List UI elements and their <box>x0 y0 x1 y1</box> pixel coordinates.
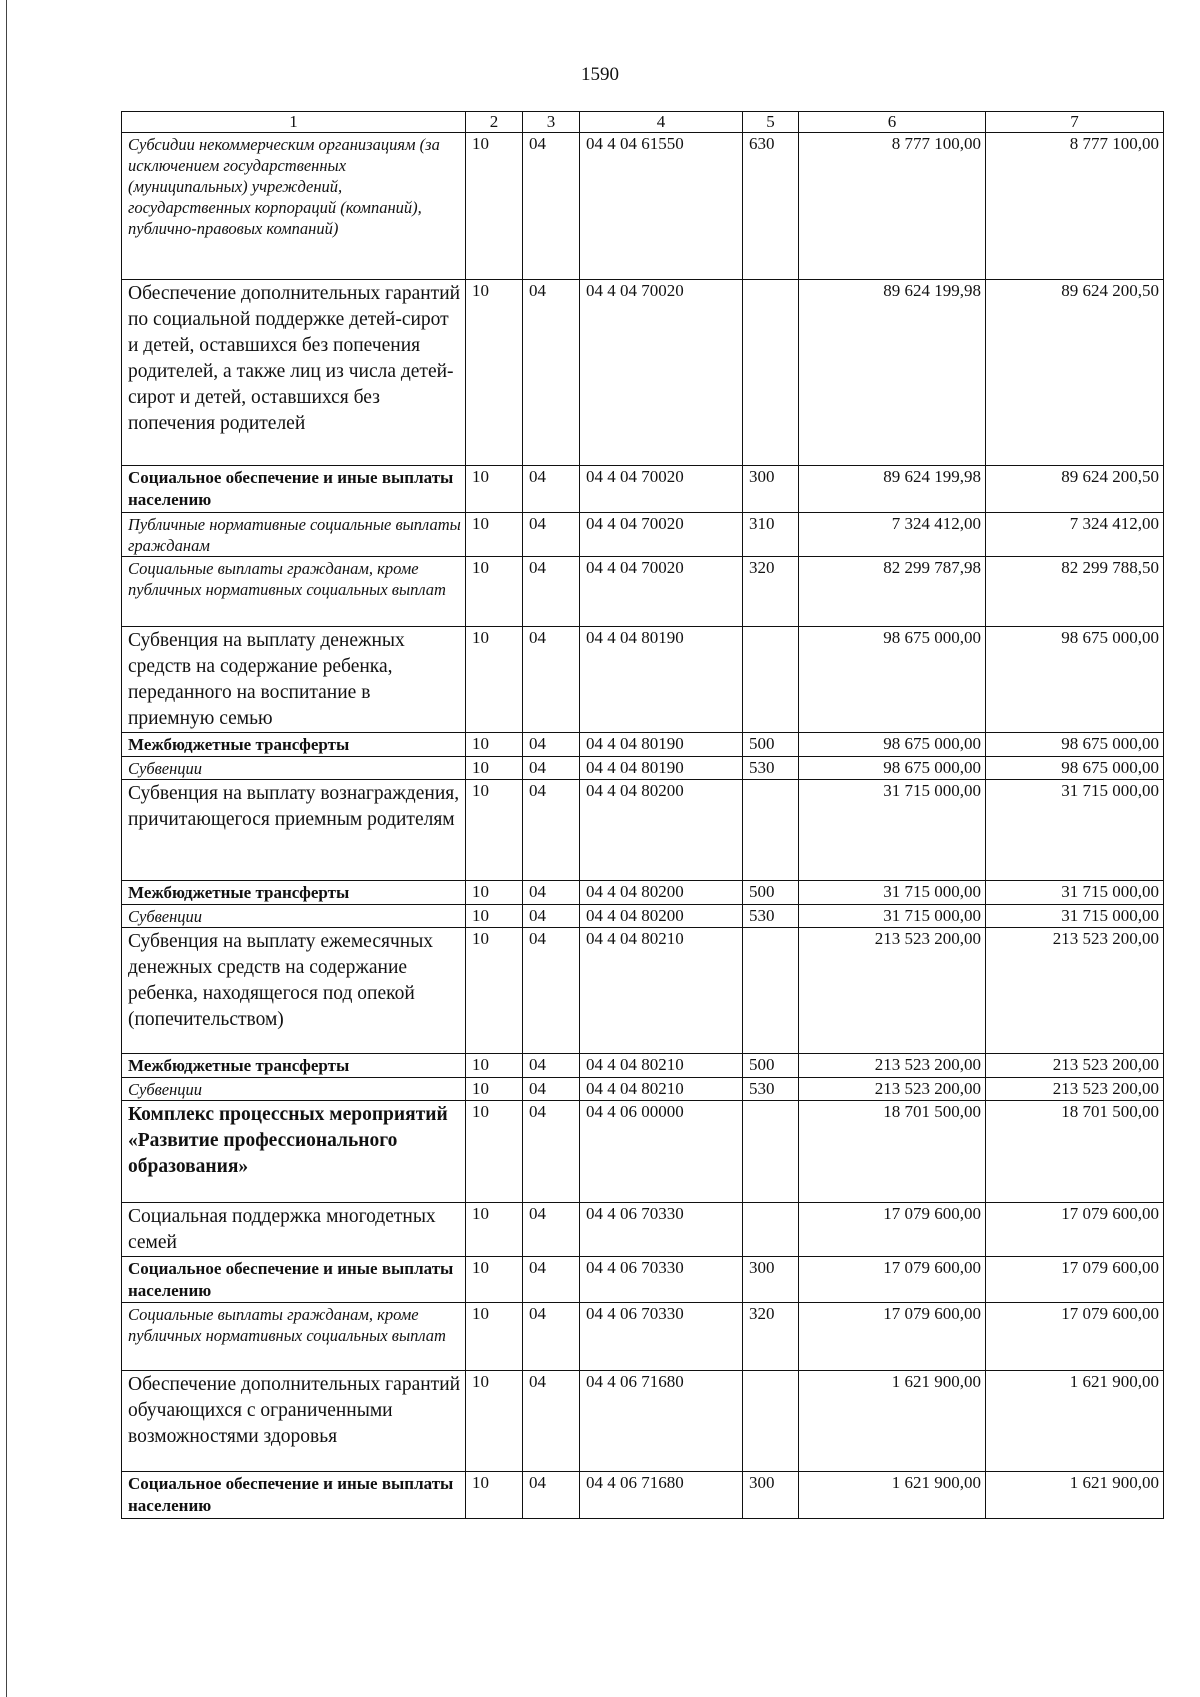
amount-year-1: 213 523 200,00 <box>799 1054 986 1078</box>
subsection-code: 04 <box>523 133 580 280</box>
table-row <box>122 881 1164 905</box>
section-code: 10 <box>466 1303 523 1371</box>
target-article-code: 04 4 06 70330 <box>580 1203 743 1257</box>
amount-year-1: 98 675 000,00 <box>799 757 986 780</box>
subsection-code: 04 <box>523 905 580 928</box>
expense-type-code: 530 <box>743 1078 799 1101</box>
expense-type-code: 300 <box>743 1472 799 1519</box>
amount-year-1: 1 621 900,00 <box>799 1472 986 1519</box>
amount-year-2: 213 523 200,00 <box>986 928 1164 1054</box>
amount-year-1: 213 523 200,00 <box>799 1078 986 1101</box>
section-code: 10 <box>466 1101 523 1203</box>
subsection-code: 04 <box>523 280 580 466</box>
amount-year-2: 17 079 600,00 <box>986 1203 1164 1257</box>
section-code: 10 <box>466 733 523 757</box>
table-row <box>122 1054 1164 1078</box>
amount-year-2: 1 621 900,00 <box>986 1371 1164 1472</box>
item-name: Комплекс процессных мероприятий «Развитие профессионального образования» <box>122 1101 466 1203</box>
item-name: Субвенция на выплату денежных средств на содержание ребенка, переданного на воспитание в приемную семью <box>122 627 466 733</box>
subsection-code: 04 <box>523 1203 580 1257</box>
section-code: 10 <box>466 1257 523 1303</box>
amount-year-1: 17 079 600,00 <box>799 1203 986 1257</box>
amount-year-2: 31 715 000,00 <box>986 780 1164 881</box>
amount-year-2: 8 777 100,00 <box>986 133 1164 280</box>
target-article-code: 04 4 06 70330 <box>580 1303 743 1371</box>
amount-year-2: 89 624 200,50 <box>986 280 1164 466</box>
section-code: 10 <box>466 513 523 557</box>
subsection-code: 04 <box>523 1303 580 1371</box>
expense-type-code <box>743 1371 799 1472</box>
table-row <box>122 513 1164 557</box>
column-header: 7 <box>986 112 1164 133</box>
item-name: Социальные выплаты гражданам, кроме публичных нормативных социальных выплат <box>122 557 466 627</box>
subsection-code: 04 <box>523 1371 580 1472</box>
subsection-code: 04 <box>523 627 580 733</box>
amount-year-2: 18 701 500,00 <box>986 1101 1164 1203</box>
amount-year-1: 7 324 412,00 <box>799 513 986 557</box>
table-row <box>122 280 1164 466</box>
amount-year-2: 7 324 412,00 <box>986 513 1164 557</box>
target-article-code: 04 4 04 80190 <box>580 733 743 757</box>
amount-year-2: 31 715 000,00 <box>986 881 1164 905</box>
amount-year-1: 1 621 900,00 <box>799 1371 986 1472</box>
target-article-code: 04 4 04 70020 <box>580 557 743 627</box>
amount-year-1: 17 079 600,00 <box>799 1257 986 1303</box>
amount-year-2: 98 675 000,00 <box>986 733 1164 757</box>
amount-year-1: 213 523 200,00 <box>799 928 986 1054</box>
section-code: 10 <box>466 1203 523 1257</box>
section-code: 10 <box>466 557 523 627</box>
target-article-code: 04 4 04 80190 <box>580 757 743 780</box>
subsection-code: 04 <box>523 1101 580 1203</box>
amount-year-2: 31 715 000,00 <box>986 905 1164 928</box>
target-article-code: 04 4 06 00000 <box>580 1101 743 1203</box>
column-header: 4 <box>580 112 743 133</box>
column-header: 3 <box>523 112 580 133</box>
expense-type-code: 320 <box>743 1303 799 1371</box>
amount-year-1: 89 624 199,98 <box>799 466 986 513</box>
expense-type-code <box>743 780 799 881</box>
column-header: 2 <box>466 112 523 133</box>
target-article-code: 04 4 04 80200 <box>580 881 743 905</box>
section-code: 10 <box>466 757 523 780</box>
amount-year-2: 213 523 200,00 <box>986 1078 1164 1101</box>
target-article-code: 04 4 04 70020 <box>580 513 743 557</box>
column-header: 5 <box>743 112 799 133</box>
amount-year-1: 89 624 199,98 <box>799 280 986 466</box>
target-article-code: 04 4 04 80210 <box>580 1054 743 1078</box>
table-row <box>122 1078 1164 1101</box>
item-name: Субвенция на выплату вознаграждения, причитающегося приемным родителям <box>122 780 466 881</box>
item-name: Межбюджетные трансферты <box>122 733 466 757</box>
item-name: Социальная поддержка многодетных семей <box>122 1203 466 1257</box>
item-name: Социальное обеспечение и иные выплаты населению <box>122 1472 466 1519</box>
expense-type-code <box>743 280 799 466</box>
section-code: 10 <box>466 627 523 733</box>
amount-year-2: 98 675 000,00 <box>986 627 1164 733</box>
target-article-code: 04 4 04 80210 <box>580 1078 743 1101</box>
expense-type-code: 300 <box>743 466 799 513</box>
expense-type-code <box>743 627 799 733</box>
item-name: Социальное обеспечение и иные выплаты населению <box>122 1257 466 1303</box>
table-row <box>122 1303 1164 1371</box>
target-article-code: 04 4 06 71680 <box>580 1371 743 1472</box>
column-header: 6 <box>799 112 986 133</box>
subsection-code: 04 <box>523 1472 580 1519</box>
table-row <box>122 1101 1164 1203</box>
amount-year-2: 17 079 600,00 <box>986 1257 1164 1303</box>
section-code: 10 <box>466 133 523 280</box>
expense-type-code <box>743 1101 799 1203</box>
target-article-code: 04 4 04 80210 <box>580 928 743 1054</box>
amount-year-1: 18 701 500,00 <box>799 1101 986 1203</box>
table-row <box>122 905 1164 928</box>
subsection-code: 04 <box>523 780 580 881</box>
item-name: Субвенция на выплату ежемесячных денежных средств на содержание ребенка, находящегося под опекой (попечительством) <box>122 928 466 1054</box>
table-row <box>122 1203 1164 1257</box>
subsection-code: 04 <box>523 466 580 513</box>
amount-year-2: 82 299 788,50 <box>986 557 1164 627</box>
expense-type-code: 320 <box>743 557 799 627</box>
page-number: 1590 <box>581 64 619 85</box>
section-code: 10 <box>466 780 523 881</box>
target-article-code: 04 4 04 80200 <box>580 780 743 881</box>
header-row <box>122 112 1164 133</box>
table-row <box>122 928 1164 1054</box>
expense-type-code: 500 <box>743 1054 799 1078</box>
subsection-code: 04 <box>523 1054 580 1078</box>
table-row <box>122 1472 1164 1519</box>
section-code: 10 <box>466 905 523 928</box>
table-row <box>122 733 1164 757</box>
subsection-code: 04 <box>523 557 580 627</box>
expense-type-code: 500 <box>743 733 799 757</box>
item-name: Обеспечение дополнительных гарантий обучающихся с ограниченными возможностями здоровья <box>122 1371 466 1472</box>
expense-type-code: 300 <box>743 1257 799 1303</box>
table-row <box>122 1371 1164 1472</box>
item-name: Субвенции <box>122 757 466 780</box>
section-code: 10 <box>466 466 523 513</box>
expense-type-code <box>743 1203 799 1257</box>
target-article-code: 04 4 06 71680 <box>580 1472 743 1519</box>
expense-type-code: 530 <box>743 757 799 780</box>
section-code: 10 <box>466 881 523 905</box>
amount-year-2: 89 624 200,50 <box>986 466 1164 513</box>
amount-year-2: 17 079 600,00 <box>986 1303 1164 1371</box>
item-name: Субвенции <box>122 1078 466 1101</box>
item-name: Социальное обеспечение и иные выплаты населению <box>122 466 466 513</box>
section-code: 10 <box>466 1054 523 1078</box>
subsection-code: 04 <box>523 733 580 757</box>
page-edge-line <box>6 0 7 1697</box>
expense-type-code: 630 <box>743 133 799 280</box>
amount-year-1: 31 715 000,00 <box>799 881 986 905</box>
amount-year-1: 98 675 000,00 <box>799 733 986 757</box>
amount-year-2: 1 621 900,00 <box>986 1472 1164 1519</box>
amount-year-1: 98 675 000,00 <box>799 627 986 733</box>
item-name: Обеспечение дополнительных гарантий по социальной поддержке детей-сирот и детей, оставшихся без попечения родителей, а также лиц из числа детей-сирот и детей, оставшихся без попечения родителей <box>122 280 466 466</box>
expense-type-code <box>743 928 799 1054</box>
column-header: 1 <box>122 112 466 133</box>
table-row <box>122 1257 1164 1303</box>
table-row <box>122 757 1164 780</box>
amount-year-1: 8 777 100,00 <box>799 133 986 280</box>
target-article-code: 04 4 04 61550 <box>580 133 743 280</box>
target-article-code: 04 4 06 70330 <box>580 1257 743 1303</box>
amount-year-1: 31 715 000,00 <box>799 780 986 881</box>
subsection-code: 04 <box>523 513 580 557</box>
target-article-code: 04 4 04 70020 <box>580 280 743 466</box>
item-name: Межбюджетные трансферты <box>122 1054 466 1078</box>
item-name: Социальные выплаты гражданам, кроме публичных нормативных социальных выплат <box>122 1303 466 1371</box>
amount-year-1: 17 079 600,00 <box>799 1303 986 1371</box>
item-name: Публичные нормативные социальные выплаты гражданам <box>122 513 466 557</box>
section-code: 10 <box>466 928 523 1054</box>
table-row <box>122 466 1164 513</box>
budget-table <box>121 111 1164 1519</box>
subsection-code: 04 <box>523 881 580 905</box>
expense-type-code: 310 <box>743 513 799 557</box>
item-name: Межбюджетные трансферты <box>122 881 466 905</box>
subsection-code: 04 <box>523 757 580 780</box>
expense-type-code: 530 <box>743 905 799 928</box>
section-code: 10 <box>466 1371 523 1472</box>
target-article-code: 04 4 04 80200 <box>580 905 743 928</box>
section-code: 10 <box>466 1078 523 1101</box>
target-article-code: 04 4 04 70020 <box>580 466 743 513</box>
subsection-code: 04 <box>523 1078 580 1101</box>
amount-year-2: 213 523 200,00 <box>986 1054 1164 1078</box>
table-row <box>122 627 1164 733</box>
section-code: 10 <box>466 1472 523 1519</box>
item-name: Субсидии некоммерческим организациям (за исключением государственных (муниципальных) учреждений, государственных корпораций (компаний), публично-правовых компаний) <box>122 133 466 280</box>
section-code: 10 <box>466 280 523 466</box>
amount-year-1: 31 715 000,00 <box>799 905 986 928</box>
item-name: Субвенции <box>122 905 466 928</box>
table-row <box>122 133 1164 280</box>
amount-year-2: 98 675 000,00 <box>986 757 1164 780</box>
subsection-code: 04 <box>523 928 580 1054</box>
expense-type-code: 500 <box>743 881 799 905</box>
subsection-code: 04 <box>523 1257 580 1303</box>
table-row <box>122 780 1164 881</box>
target-article-code: 04 4 04 80190 <box>580 627 743 733</box>
amount-year-1: 82 299 787,98 <box>799 557 986 627</box>
table-row <box>122 557 1164 627</box>
